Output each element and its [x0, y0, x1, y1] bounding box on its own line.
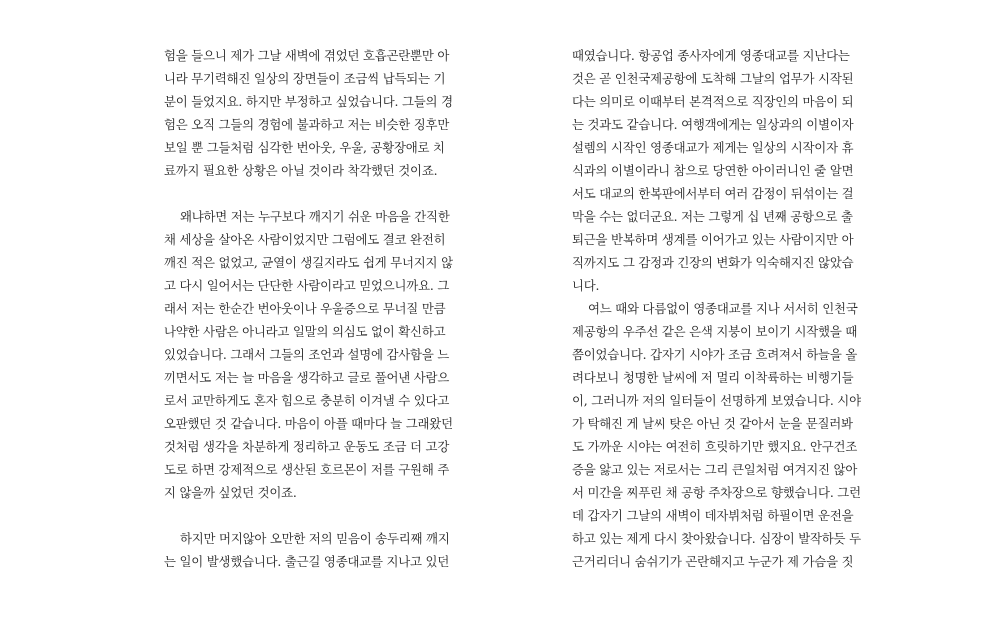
paragraph: [164, 205, 453, 504]
text-line: 나약한 사람은 아니라고 일말의 의심도 없이 확신하고: [164, 324, 446, 339]
text-line: 여느 때와 다름없이 영종대교를 지나 서서히 인천국: [588, 301, 858, 316]
text-line: 막을 수는 없더군요. 저는 그렇게 십 년째 공항으로 출: [572, 209, 853, 224]
text-line: 하지만 머지않아 오만한 저의 믿음이 송두리째 깨지: [180, 531, 450, 546]
text-line: 니다.: [572, 278, 600, 293]
paragraph-gap: [164, 182, 430, 205]
text-line: 서 미간을 찌푸린 채 공항 주차장으로 향했습니다. 그런: [572, 485, 861, 500]
text-line: 가 탁해진 게 날씨 탓은 아닌 것 같아서 눈을 문질러봐: [572, 416, 853, 431]
text-line: 데 갑자기 그날의 새벽이 데자뷔처럼 하필이면 운전을: [572, 508, 854, 523]
text-line: 퇴근을 반복하며 생계를 이어가고 있는 사람이지만 아: [572, 232, 854, 247]
text-line: 채 세상을 살아온 사람이었지만 그럼에도 결코 완전히: [164, 232, 446, 247]
text-line: 로서 교만하게도 혼자 힘으로 충분히 이겨낼 수 있다고: [164, 393, 450, 408]
text-line: 식과의 이별이라니 참으로 당연한 아이러니인 줄 알면: [572, 163, 854, 178]
text-line: 직까지도 그 감정과 긴장의 변화가 익숙해지진 않았습: [572, 255, 854, 270]
paragraph: [164, 527, 450, 573]
left-page-column: [164, 44, 453, 573]
paragraph-gap: [164, 504, 430, 527]
text-line: 고 다시 일어서는 단단한 사람이라고 믿었으니까요. 그: [164, 278, 450, 293]
text-line: 쯤이었습니다. 갑자기 시야가 조금 흐려져서 하늘을 올: [572, 347, 858, 362]
text-line: 때였습니다. 항공업 종사자에게 영종대교를 지난다는: [572, 48, 850, 63]
right-page-column: [572, 44, 861, 573]
text-line: 것처럼 생각을 차분하게 정리하고 운동도 조금 더 고강: [164, 439, 450, 454]
paragraph: [164, 44, 453, 182]
text-line: 있었습니다. 그래서 그들의 조언과 설명에 감사함을 느: [164, 347, 450, 362]
text-line: 도로 하면 강제적으로 생산된 호르몬이 저를 구원해 주: [164, 462, 450, 477]
text-line: 깨진 적은 없었고, 균열이 생길지라도 쉽게 무너지지 않: [164, 255, 453, 270]
text-line: 분이 들었지요. 하지만 부정하고 싶었습니다. 그들의 경: [164, 94, 453, 109]
text-line: 끼면서도 저는 늘 마음을 생각하고 글로 풀어낸 사람으: [164, 370, 450, 385]
paragraph: [572, 44, 854, 297]
text-line: 근거리더니 숨쉬기가 곤란해지고 누군가 제 가슴을 짓: [572, 554, 854, 569]
text-line: 료까지 필요한 상황은 아닐 것이라 착각했던 것이죠.: [164, 163, 438, 178]
text-line: 설렘의 시작인 영종대교가 제게는 일상의 시작이자 휴: [572, 140, 854, 155]
paragraph: [572, 297, 861, 573]
text-line: 험을 들으니 제가 그날 새벽에 겪었던 호흡곤란뿐만 아: [164, 48, 450, 63]
text-line: 왜냐하면 저는 누구보다 깨지기 쉬운 마음을 간직한: [180, 209, 450, 224]
text-line: 이, 그러니까 저의 일터들이 선명하게 보였습니다. 시야: [572, 393, 861, 408]
text-line: 하고 있는 제게 다시 찾아왔습니다. 심장이 발작하듯 두: [572, 531, 861, 546]
text-line: 제공항의 우주선 같은 은색 지붕이 보이기 시작했을 때: [572, 324, 858, 339]
text-line: 지 않을까 싶었던 것이죠.: [164, 485, 297, 500]
text-line: 보일 뿐 그들처럼 심각한 번아웃, 우울, 공황장애로 치: [164, 140, 445, 155]
text-line: 서도 대교의 한복판에서부터 여러 감정이 뒤섞이는 걸: [572, 186, 854, 201]
text-line: 오판했던 것 같습니다. 마음이 아플 때마다 늘 그래왔던: [164, 416, 453, 431]
text-line: 래서 저는 한순간 번아웃이나 우울증으로 무너질 만큼: [164, 301, 446, 316]
text-line: 도 가까운 시야는 여전히 흐릿하기만 했지요. 안구건조: [572, 439, 858, 454]
text-line: 니라 무기력해진 일상의 장면들이 조금씩 납득되는 기: [164, 71, 446, 86]
text-line: 것은 곧 인천국제공항에 도착해 그날의 업무가 시작된: [572, 71, 854, 86]
text-line: 는 것과도 같습니다. 여행객에게는 일상과의 이별이자: [572, 117, 854, 132]
text-line: 다는 의미로 이때부터 본격적으로 직장인의 마음이 되: [572, 94, 854, 109]
text-line: 증을 앓고 있는 저로서는 그리 큰일처럼 여겨지진 않아: [572, 462, 858, 477]
text-line: 는 일이 발생했습니다. 출근길 영종대교를 지나고 있던: [164, 554, 450, 569]
text-line: 려다보니 청명한 날씨에 저 멀리 이착륙하는 비행기들: [572, 370, 854, 385]
text-line: 험은 오직 그들의 경험에 불과하고 저는 비슷한 징후만: [164, 117, 450, 132]
